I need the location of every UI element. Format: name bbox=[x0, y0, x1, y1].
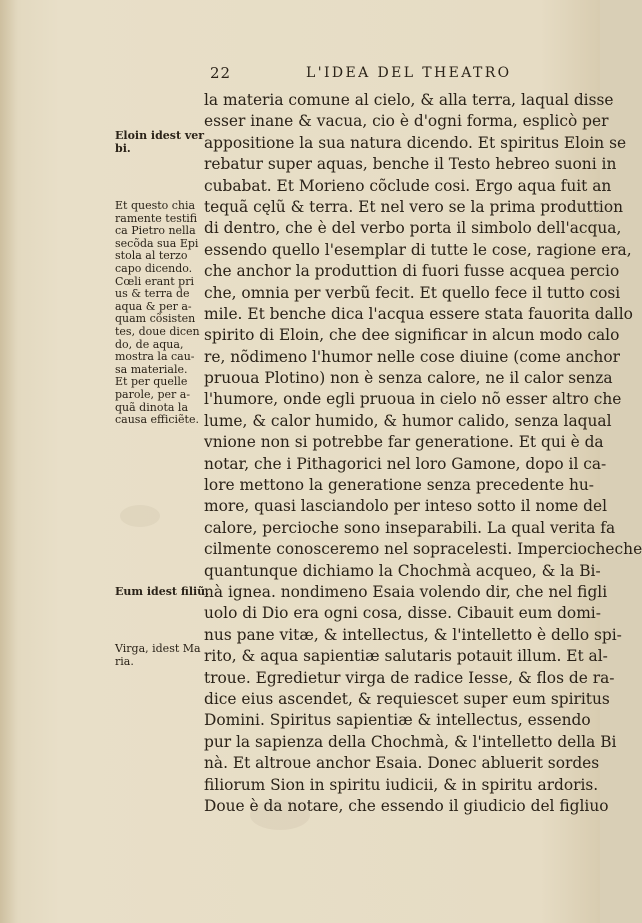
text-line: rebatur super aquas, benche il Testo hebreo suoni in bbox=[204, 155, 617, 174]
margin-notes bbox=[0, 0, 210, 923]
margin-note-line: Eloin idest ver bbox=[115, 129, 205, 142]
text-line: appositione la sua natura dicendo. Et spiritus Eloin se bbox=[204, 133, 627, 152]
text-line: dice eius ascendet, & requiescet super eum spiritus bbox=[204, 689, 610, 708]
page-header bbox=[206, 64, 566, 84]
text-line: lore mettono la generatione senza precedente hu- bbox=[204, 476, 594, 495]
text-line: lume, & calor humido, & humor calido, senza laqual bbox=[204, 411, 612, 430]
text-line: che, omnia per verbũ fecit. Et quello fece il tutto cosi bbox=[204, 283, 621, 302]
margin-note-line: Virga, idest Ma bbox=[115, 642, 201, 655]
text-line: essendo quello l'esemplar di tutte le cose, ragione era, bbox=[204, 240, 632, 259]
margin-note-line: Eum idest filiũ. bbox=[115, 585, 210, 598]
margin-note-line: Et questo chia bbox=[115, 199, 196, 212]
text-line: rito, & aqua sapientiæ salutaris potauit illum. Et al- bbox=[204, 647, 608, 666]
text-line: di dentro, che è del verbo porta il simbolo dell'acqua, bbox=[204, 219, 622, 238]
page-number: 22 bbox=[210, 64, 232, 82]
text-line: notar, che i Pithagorici nel loro Gamone, dopo il ca- bbox=[204, 454, 607, 473]
margin-note-line: quã dinota la bbox=[115, 400, 188, 414]
text-line: pruoua Plotino) non è senza calore, ne il calor senza bbox=[204, 369, 613, 388]
text-line: troue. Egredietur virga de radice Iesse, & flos de ra- bbox=[204, 668, 615, 687]
text-line: l'humore, onde egli pruoua in cielo nõ esser altro che bbox=[204, 390, 622, 409]
text-line: more, quasi lasciandolo per inteso sotto il nome del bbox=[204, 497, 608, 516]
text-line: vnione non si potrebbe far generatione. Et qui è da bbox=[204, 433, 604, 452]
margin-note-line: do, de aqua, bbox=[115, 337, 184, 351]
margin-note-line: sa materiale. bbox=[115, 362, 188, 376]
margin-note-et-questo bbox=[115, 200, 207, 427]
margin-note-line: parole, per a- bbox=[115, 387, 191, 401]
text-line: Domini. Spiritus sapientiæ & intellectus, essendo bbox=[204, 711, 591, 730]
text-line: filiorum Sion in spiritu iudicii, & in spiritu ardoris. bbox=[204, 775, 599, 794]
margin-note-eloin bbox=[115, 130, 207, 155]
text-line: che anchor la produttion di fuori fusse acquea percio bbox=[204, 262, 620, 281]
margin-note-line: tes, doue dicen bbox=[115, 324, 200, 338]
margin-note-eum bbox=[115, 585, 210, 599]
text-line: tequã cęlũ & terra. Et nel vero se la prima produttion bbox=[204, 197, 623, 216]
text-line: Doue è da notare, che essendo il giudicio del figliuo bbox=[204, 796, 609, 815]
main-text-block bbox=[204, 90, 642, 817]
margin-note-line: ria. bbox=[115, 654, 134, 668]
margin-note-line: ca Pietro nella bbox=[115, 224, 196, 238]
margin-note-line: mostra la cau- bbox=[115, 350, 195, 364]
text-line: calore, percioche sono inseparabili. La qual verita fa bbox=[204, 518, 616, 537]
text-line: la materia comune al cielo, & alla terra, laqual disse bbox=[204, 91, 614, 109]
margin-note-line: capo dicendo. bbox=[115, 261, 193, 275]
margin-note-line: Et per quelle bbox=[115, 375, 188, 389]
text-line: nus pane vitæ, & intellectus, & l'intelletto è dello spi- bbox=[204, 625, 622, 644]
text-line: esser inane & vacua, cio è d'ogni forma, esplicò per bbox=[204, 112, 609, 131]
text-line: re, nõdimeno l'humor nelle cose diuine (come anchor bbox=[204, 347, 620, 366]
running-title: L'IDEA DEL THEATRO bbox=[306, 65, 512, 81]
text-line: mile. Et benche dica l'acqua essere stata fauorita dallo bbox=[204, 304, 633, 323]
margin-note-line: quam cõsisten bbox=[115, 312, 196, 326]
margin-note-virga bbox=[115, 643, 207, 668]
text-line: cubabat. Et Morieno cõclude cosi. Ergo aqua fuit an bbox=[204, 176, 612, 195]
text-line: quantunque dichiamo la Chochmà acqueo, & la Bi- bbox=[204, 561, 601, 580]
margin-note-line: aqua & per a- bbox=[115, 299, 192, 313]
text-line: spirito di Eloin, che dee significar in alcun modo calo bbox=[204, 326, 620, 345]
margin-note-line: us & terra de bbox=[115, 287, 190, 301]
margin-note-line: secõda sua Epi bbox=[115, 236, 199, 250]
margin-note-line: ramente testifi bbox=[115, 211, 198, 225]
text-line: cilmente conosceremo nel sopracelesti. Imperciocheche bbox=[204, 540, 642, 559]
margin-note-line: Cœli erant pri bbox=[115, 274, 194, 288]
text-line: nà ignea. nondimeno Esaia volendo dir, che nel figli bbox=[204, 582, 608, 601]
text-line: pur la sapienza della Chochmà, & l'intelletto della Bi bbox=[204, 732, 617, 751]
text-line: uolo di Dio era ogni cosa, disse. Cibauit eum domi- bbox=[204, 604, 601, 623]
text-line: nà. Et altroue anchor Esaia. Donec abluerit sordes bbox=[204, 754, 600, 773]
margin-note-line: causa efficiẽte. bbox=[115, 413, 199, 427]
margin-note-line: bi. bbox=[115, 141, 131, 155]
margin-note-line: stola al terzo bbox=[115, 249, 188, 263]
